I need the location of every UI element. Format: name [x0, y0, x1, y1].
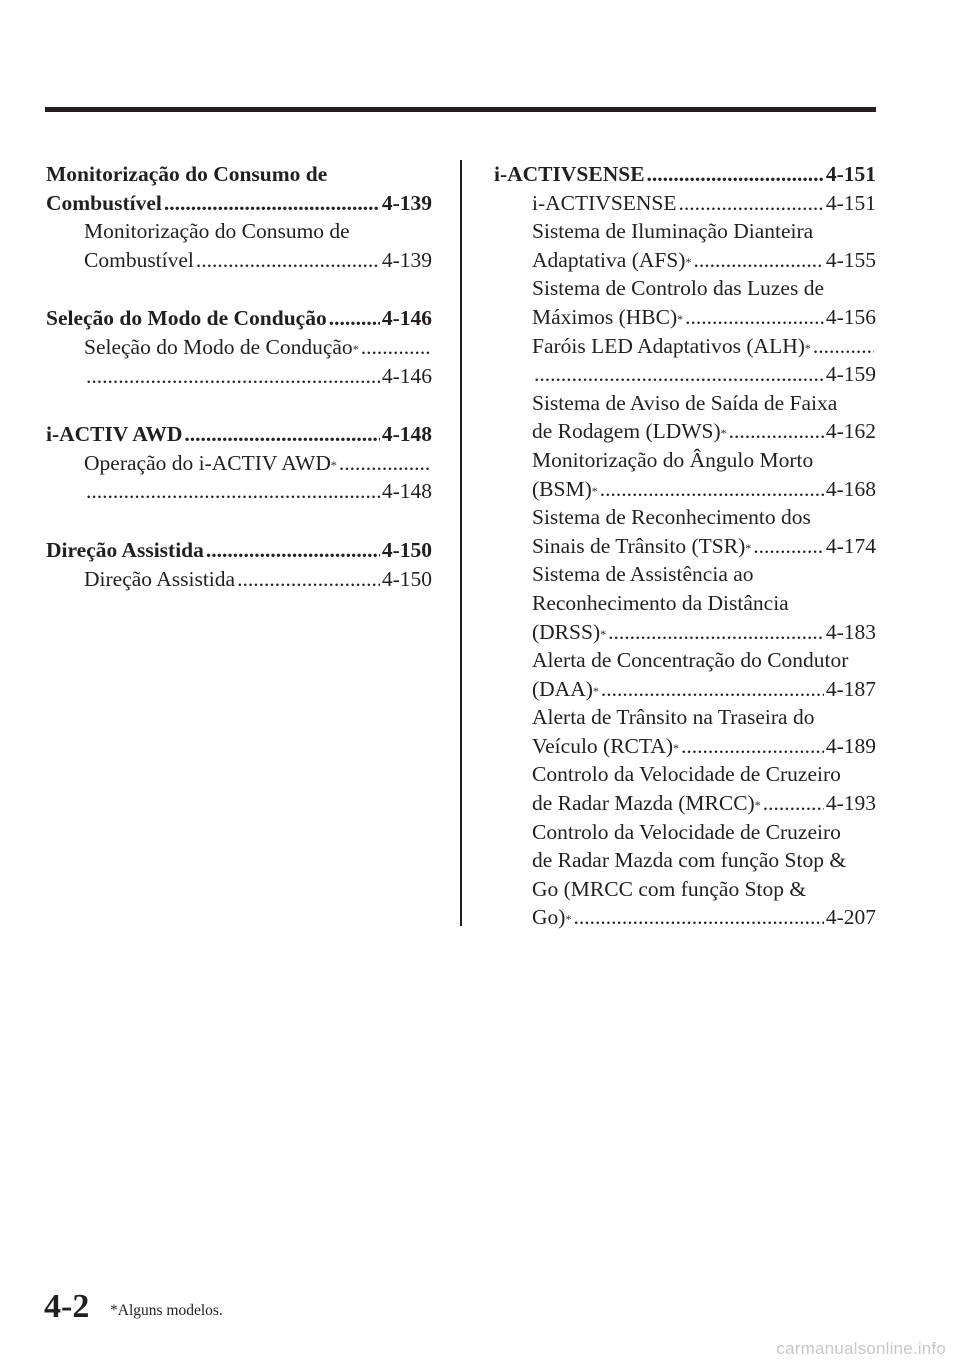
- column-divider: [460, 160, 462, 926]
- toc-section-title[interactable]: i-ACTIV AWD ..... 4-148: [46, 420, 432, 449]
- toc-entry[interactable]: Monitorização do Ângulo Morto: [532, 447, 814, 472]
- toc-right-column: [494, 160, 876, 932]
- toc-section-drive-mode: [46, 304, 432, 390]
- dot-leader: [573, 903, 823, 932]
- toc-section-title[interactable]: i-ACTIVSENSE ..... 4-151: [494, 160, 876, 189]
- toc-entry[interactable]: Sistema de Reconhecimento dos: [532, 505, 811, 530]
- toc-section-awd: [46, 420, 432, 506]
- toc-section-steering: [46, 536, 432, 593]
- toc-section-title[interactable]: Seleção do Modo de Condução ..... 4-146: [46, 304, 432, 333]
- dot-leader: [600, 475, 824, 504]
- toc-entry[interactable]: (DRSS) * ..... 4-183: [494, 618, 876, 647]
- dot-leader: [753, 532, 824, 561]
- toc-entry[interactable]: Sinais de Trânsito (TSR) * ..... 4-174: [494, 532, 876, 561]
- page-ref: 4-139: [381, 190, 432, 215]
- toc-entry[interactable]: Direção Assistida ..... 4-150: [46, 565, 432, 594]
- toc-entry[interactable]: Alerta de Trânsito na Traseira do: [532, 705, 815, 730]
- toc-entry[interactable]: (DAA) * ..... 4-187: [494, 675, 876, 704]
- toc-entry[interactable]: Go (MRCC com função Stop &: [532, 876, 807, 901]
- toc-section-fuel-monitor: [46, 160, 432, 274]
- toc-section-title[interactable]: Direção Assistida ..... 4-150: [46, 536, 432, 565]
- toc-entry[interactable]: Sistema de Controlo das Luzes de: [532, 276, 824, 301]
- page-ref: 4-156: [825, 304, 876, 329]
- page-ref: 4-146: [381, 363, 432, 388]
- toc-entry[interactable]: Monitorização do Consumo de: [84, 219, 350, 244]
- toc-entry[interactable]: Seleção do Modo de Condução * .....: [46, 333, 432, 362]
- page-ref: 4-148: [381, 479, 432, 504]
- toc-entry[interactable]: Operação do i-ACTIV AWD * .....: [46, 449, 432, 478]
- page-ref: 4-189: [825, 733, 876, 758]
- dot-leader: [601, 675, 824, 704]
- toc-entry[interactable]: Sistema de Aviso de Saída de Faixa: [532, 390, 838, 415]
- toc-entry[interactable]: Sistema de Assistência ao: [532, 562, 754, 587]
- top-rule: [45, 107, 876, 112]
- dot-leader: [534, 360, 824, 389]
- page-ref: 4-150: [381, 537, 432, 562]
- toc-entry[interactable]: Controlo da Velocidade de Cruzeiro: [532, 762, 841, 787]
- dot-leader: [608, 618, 824, 647]
- page-ref: 4-207: [825, 905, 876, 930]
- toc-entry[interactable]: Faróis LED Adaptativos (ALH) * .....: [494, 332, 876, 361]
- toc-entry[interactable]: Sistema de Iluminação Dianteira: [532, 219, 814, 244]
- toc-entry-continuation[interactable]: [46, 362, 432, 391]
- page-ref: 4-183: [825, 619, 876, 644]
- dot-leader: [813, 332, 874, 361]
- dot-leader: [329, 304, 380, 333]
- toc-entry[interactable]: Adaptativa (AFS) * ..... 4-155: [494, 246, 876, 275]
- toc-entry[interactable]: Máximos (HBC) * ..... 4-156: [494, 303, 876, 332]
- page-ref: 4-139: [381, 247, 432, 272]
- page-ref: 4-155: [825, 247, 876, 272]
- dot-leader: [184, 420, 379, 449]
- footnote: *Alguns modelos.: [110, 1302, 223, 1319]
- page-number: 4-2: [44, 1288, 90, 1325]
- toc-entry[interactable]: de Radar Mazda com função Stop &: [532, 848, 847, 873]
- toc-entry-continuation[interactable]: [46, 477, 432, 506]
- dot-leader: [679, 189, 824, 218]
- dot-leader: [196, 246, 380, 275]
- page-ref: 4-193: [825, 791, 876, 816]
- toc-entry[interactable]: Combustível ..... 4-139: [46, 246, 432, 275]
- toc-entry[interactable]: Veículo (RCTA) * ..... 4-189: [494, 732, 876, 761]
- toc-entry[interactable]: Controlo da Velocidade de Cruzeiro: [532, 819, 841, 844]
- page-ref: 4-187: [825, 676, 876, 701]
- page-ref: 4-151: [825, 190, 876, 215]
- dot-leader: [237, 565, 380, 594]
- toc-entry[interactable]: Go) * ..... 4-207: [494, 903, 876, 932]
- dot-leader: [361, 333, 430, 362]
- toc-entry[interactable]: Reconhecimento da Distância: [532, 590, 789, 615]
- page-ref: 4-151: [825, 162, 876, 186]
- toc-entry[interactable]: de Radar Mazda (MRCC) * ..... 4-193: [494, 789, 876, 818]
- dot-leader: [86, 477, 380, 506]
- watermark: carmanualsonline.info: [776, 1339, 946, 1358]
- toc-entry[interactable]: i-ACTIVSENSE ..... 4-151: [494, 189, 876, 218]
- dot-leader: [647, 160, 824, 189]
- page-ref: 4-146: [381, 306, 432, 331]
- dot-leader: [206, 536, 380, 565]
- toc-section-title[interactable]: Combustível ..... 4-139: [46, 189, 432, 218]
- dot-leader: [763, 789, 824, 818]
- dot-leader: [164, 189, 380, 218]
- dot-leader: [339, 449, 430, 478]
- toc-entry[interactable]: (BSM) * ..... 4-168: [494, 475, 876, 504]
- toc-section-title[interactable]: Monitorização do Consumo de: [46, 162, 328, 186]
- page-ref: 4-148: [381, 422, 432, 447]
- toc-left-column: [46, 160, 432, 593]
- dot-leader: [693, 246, 823, 275]
- dot-leader: [86, 362, 380, 391]
- page-ref: 4-162: [825, 419, 876, 444]
- toc-entry[interactable]: de Rodagem (LDWS) * ..... 4-162: [494, 417, 876, 446]
- dot-leader: [729, 417, 824, 446]
- dot-leader: [681, 732, 824, 761]
- page-ref: 4-168: [825, 476, 876, 501]
- page-ref: 4-159: [825, 362, 876, 387]
- page-ref: 4-174: [825, 533, 876, 558]
- toc-entry[interactable]: Alerta de Concentração do Condutor: [532, 648, 849, 673]
- toc-entry-continuation[interactable]: [494, 360, 876, 389]
- page-ref: 4-150: [381, 566, 432, 591]
- dot-leader: [685, 303, 824, 332]
